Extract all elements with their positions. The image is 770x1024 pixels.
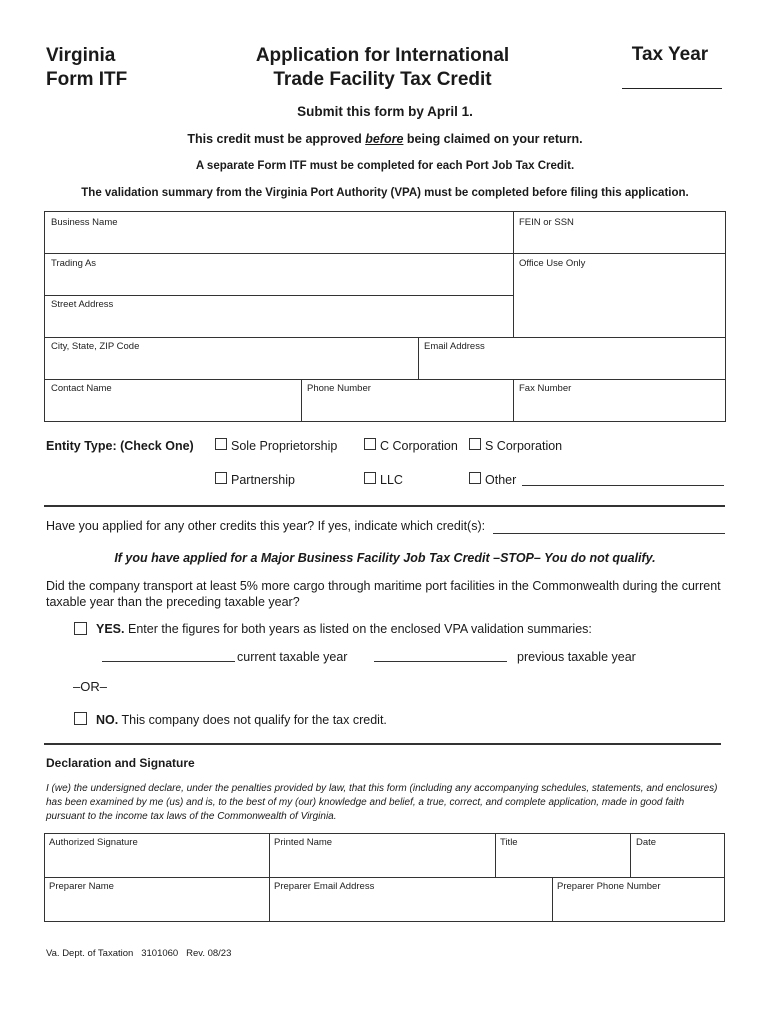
approval-emphasis: before [365,132,404,146]
tax-year-field[interactable] [622,88,722,89]
submit-deadline: Submit this form by April 1. [297,104,473,119]
separate-form-notice: A separate Form ITF must be completed for each Port Job Tax Credit. [195,160,575,172]
grid-line [495,833,496,877]
validation-notice: The validation summary from the Virginia Port Authority (VPA) must be completed before filing this application. [81,187,689,199]
section-divider [44,743,721,745]
entity-type-label: Entity Type: (Check One) [46,439,194,453]
c-corporation-label: C Corporation [380,439,458,453]
form-number: Form ITF [46,69,128,90]
phone-field[interactable]: Phone Number [307,383,371,394]
tax-year-label: Tax Year [631,44,709,65]
sole-proprietorship-label: Sole Proprietorship [231,439,338,453]
approval-prefix: This credit must be approved [187,132,366,146]
form-title-line2: Trade Facility Tax Credit [273,69,492,90]
llc-label: LLC [380,473,403,487]
yes-instructions: Enter the figures for both years as listed on the enclosed VPA validation summaries: [127,622,592,636]
yes-option-text [96,621,592,637]
form-state-title [46,44,127,92]
preparer-phone-field[interactable]: Preparer Phone Number [557,881,661,892]
yes-label: YES. [96,622,125,636]
fein-field[interactable]: FEIN or SSN [519,217,574,228]
email-field[interactable]: Email Address [424,341,485,352]
stop-notice: If you have applied for a Major Business Facility Job Tax Credit –STOP– You do not qualify. [114,551,656,565]
form-title-line1: Application for International [255,45,510,66]
contact-name-field[interactable]: Contact Name [51,383,112,394]
preparer-name-field[interactable]: Preparer Name [49,881,114,892]
title-field[interactable]: Title [500,837,518,848]
yes-checkbox[interactable] [74,622,87,635]
printed-name-field[interactable]: Printed Name [274,837,333,848]
other-entity-input[interactable] [522,485,724,486]
current-year-input[interactable] [102,661,235,662]
declaration-text: I (we) the undersigned declare, under the penalties provided by law, that this form (including any accompanying schedules, statements, and enclosures) has been examined by me (us) and is, to the best of my (our) knowledge and belief, a true, correct, and complete application, made in good faith pursuant to the income tax laws of the Commonwealth of Virginia. [46,783,718,822]
approval-notice [0,132,770,146]
form-title [190,44,575,92]
other-credits-question: Have you applied for any other credits this year? If yes, indicate which credit(s): [46,519,486,533]
cargo-question: Did the company transport at least 5% more cargo through maritime port facilities in the Commonwealth during the current taxable year than the preceding taxable year? [46,579,721,609]
sole-proprietorship-checkbox[interactable] [215,438,227,450]
grid-line [513,379,514,422]
grid-line [44,877,725,878]
state-name: Virginia [46,45,116,66]
grid-line [269,833,270,922]
other-checkbox[interactable] [469,472,481,484]
or-separator: –OR– [73,679,107,694]
current-year-label: current taxable year [237,650,348,664]
grid-line [44,337,726,338]
preparer-email-field[interactable]: Preparer Email Address [274,881,375,892]
previous-year-input[interactable] [374,661,507,662]
declaration-heading: Declaration and Signature [46,756,195,770]
business-name-field[interactable]: Business Name [51,217,118,228]
no-label: NO. [96,713,119,727]
no-option-text [96,712,387,728]
no-checkbox[interactable] [74,712,87,725]
city-state-zip-field[interactable]: City, State, ZIP Code [51,341,140,352]
c-corporation-checkbox[interactable] [364,438,376,450]
business-info-grid [44,211,726,422]
authorized-signature-field[interactable]: Authorized Signature [49,837,138,848]
grid-line [301,379,302,422]
grid-line [418,337,419,379]
office-use-label: Office Use Only [519,258,586,269]
other-label: Other [485,473,517,487]
grid-line [44,295,514,296]
form-footer: Va. Dept. of Taxation 3101060 Rev. 08/23 [46,948,232,959]
s-corporation-checkbox[interactable] [469,438,481,450]
partnership-checkbox[interactable] [215,472,227,484]
no-instructions: This company does not qualify for the tax credit. [121,713,387,727]
partnership-label: Partnership [231,473,295,487]
trading-as-field[interactable]: Trading As [51,258,97,269]
s-corporation-label: S Corporation [485,439,563,453]
street-address-field[interactable]: Street Address [51,299,114,310]
grid-line [44,379,726,380]
grid-line [552,877,553,922]
date-field[interactable]: Date [636,837,657,848]
grid-line [44,253,726,254]
fax-field[interactable]: Fax Number [519,383,572,394]
other-credits-input[interactable] [493,533,725,534]
grid-line [630,833,631,877]
grid-line [513,211,514,337]
approval-suffix: being claimed on your return. [403,132,583,146]
previous-year-label: previous taxable year [517,650,636,664]
llc-checkbox[interactable] [364,472,376,484]
section-divider [44,505,725,507]
